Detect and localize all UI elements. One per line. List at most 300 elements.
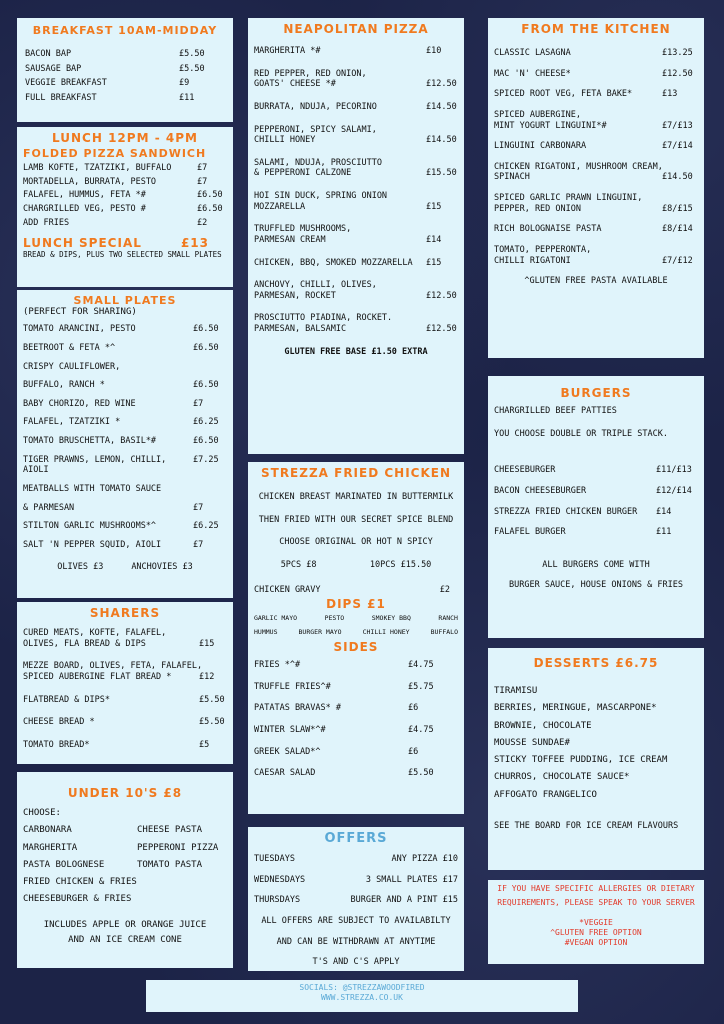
item-name: BEETROOT & FETA *^: [23, 342, 116, 353]
menu-item: [23, 343, 227, 354]
item-price: £6.50: [193, 324, 219, 335]
kids-option: PEPPERONI PIZZA: [137, 842, 219, 853]
burgers-intro2: YOU CHOOSE DOUBLE OR TRIPLE STACK.: [494, 428, 668, 439]
item-name: FLATBREAD & DIPS*: [23, 694, 110, 705]
menu-item: [23, 417, 227, 428]
item-name: FALAFEL BURGER: [494, 527, 566, 538]
item-price: £13.25: [662, 48, 693, 58]
offers-note1: ALL OFFERS ARE SUBJECT TO AVAILABILTY: [261, 915, 451, 926]
item-price: £12.50: [662, 68, 693, 79]
item-price: £4.75: [408, 725, 434, 735]
offer-day: WEDNESDAYS: [254, 874, 306, 885]
item-price: £7/£13: [662, 120, 693, 131]
menu-item: [23, 399, 227, 410]
item-name-2: SPINACH: [494, 172, 530, 183]
chicken-line1: CHICKEN BREAST MARINATED IN BUTTERMILK: [258, 492, 454, 502]
menu-item: [23, 540, 227, 551]
offers-panel: [248, 827, 464, 971]
kids-option: CARBONARA: [23, 825, 72, 836]
burgers-intro1: CHARGRILLED BEEF PATTIES: [494, 406, 617, 416]
lunch-list: [23, 163, 227, 228]
item-name: TOMATO BRUSCHETTA, BASIL*#: [23, 436, 157, 446]
dip-option: GARLIC MAYO: [254, 614, 298, 623]
footer-web[interactable]: WWW.STREZZA.CO.UK: [321, 993, 403, 1002]
desserts-list: [494, 686, 698, 801]
menu-item: [494, 193, 698, 214]
lunch-special-label: LUNCH SPECIAL: [23, 236, 142, 251]
burgers-list: [494, 465, 698, 538]
pizza-title: NEAPOLITAN PIZZA: [283, 22, 429, 36]
item-name: TOMATO, PEPPERONTA,: [494, 244, 592, 255]
item-price: £4.75: [408, 660, 434, 671]
item-price: £7/£12: [662, 255, 693, 266]
menu-item: [23, 717, 227, 728]
menu-item: [23, 163, 227, 174]
item-name-2: PEPPER, RED ONION: [494, 203, 581, 214]
under10-note1: INCLUDES APPLE OR ORANGE JUICE: [43, 919, 207, 930]
menu-item: [254, 69, 458, 90]
item-price: £6.50: [193, 380, 219, 391]
menu-item: [23, 380, 227, 391]
item-name: MAC 'N' CHEESE*: [494, 68, 571, 79]
item-name-2: PARMESAN, ROCKET: [254, 290, 336, 301]
chicken-5pcs: 5PCS £8: [280, 559, 317, 570]
menu-item: [23, 218, 227, 229]
allergy-key-veggie: *VEGGIE: [579, 918, 613, 927]
pizza-list: [254, 46, 458, 335]
item-price: £12.50: [426, 79, 457, 90]
item-price: £7: [197, 163, 208, 173]
desserts-title: DESSERTS £6.75: [533, 656, 659, 670]
item-price: £15.50: [426, 168, 457, 179]
item-price: £7/£14: [662, 141, 693, 152]
item-name: PATATAS BRAVAS* #: [254, 703, 341, 714]
item-name-2: GOATS' CHEESE *#: [254, 79, 336, 90]
item-price: £12/£14: [656, 485, 692, 496]
item-name: STILTON GARLIC MUSHROOMS*^: [23, 521, 157, 532]
item-name: TIGER PRAWNS, LEMON, CHILLI, AIOLI: [23, 454, 167, 476]
menu-item: [494, 245, 698, 266]
lunch-title: LUNCH 12PM - 4PM: [52, 131, 198, 145]
item-name-2: MINT YOGURT LINGUINI*#: [494, 120, 607, 131]
kids-option: CHEESEBURGER & FRIES: [23, 894, 132, 905]
item-name: MARGHERITA *#: [254, 46, 321, 56]
item-name: CHICKEN, BBQ, SMOKED MOZZARELLA: [254, 257, 413, 268]
pizza-gf-note: GLUTEN FREE BASE £1.50 EXTRA: [284, 346, 428, 357]
item-line-2: [254, 202, 458, 213]
item-name: STREZZA FRIED CHICKEN BURGER: [494, 506, 638, 517]
item-price: £5.75: [408, 681, 434, 692]
menu-item: [23, 740, 227, 751]
item-name: PROSCIUTTO PIADINA, ROCKET.: [254, 313, 393, 324]
item-line: [494, 89, 698, 100]
item-line: [23, 717, 227, 728]
dip-option: BUFFALO: [430, 628, 458, 637]
menu-item: [494, 162, 698, 183]
item-price: £15: [426, 201, 442, 212]
item-name: BACON CHEESEBURGER: [494, 485, 587, 496]
menu-item: [23, 190, 227, 201]
item-name: CHICKEN RIGATONI, MUSHROOM CREAM,: [494, 161, 663, 172]
dip-option: SMOKEY BBQ: [371, 614, 411, 623]
item-name: TRUFFLE FRIES^#: [254, 681, 331, 692]
offers-list: [254, 854, 458, 906]
dips-row-2: [254, 628, 458, 636]
menu-item: [25, 49, 225, 60]
item-price: £5.50: [179, 49, 205, 59]
item-price: £12.50: [426, 290, 457, 301]
item-name: SPICED ROOT VEG, FETA BAKE*: [494, 89, 633, 100]
item-name-2: OLIVES, FLA BREAD & DIPS: [23, 638, 146, 649]
dessert-item: BROWNIE, CHOCOLATE: [494, 720, 592, 731]
kids-option: FRIED CHICKEN & FRIES: [23, 877, 137, 887]
item-name: CHARGRILLED VEG, PESTO #: [23, 203, 146, 214]
offer-deal: BURGER AND A PINT £15: [350, 895, 458, 906]
item-price: £7.25: [193, 454, 219, 465]
sharers-panel: [17, 602, 233, 764]
olives-price: OLIVES £3: [57, 562, 104, 573]
menu-item: [254, 682, 458, 693]
item-line: [254, 46, 458, 57]
dip-option: CHILLI HONEY: [362, 628, 410, 637]
item-name: BABY CHORIZO, RED WINE: [23, 398, 136, 409]
item-line: [494, 69, 698, 80]
item-price: £14: [426, 234, 442, 245]
item-name: FALAFEL, HUMMUS, FETA *#: [23, 190, 146, 201]
menu-item: [254, 191, 458, 212]
kids-option: CHEESE PASTA: [137, 825, 203, 836]
offer-deal: 3 SMALL PLATES £17: [365, 874, 458, 885]
item-line-2: [254, 168, 458, 179]
item-name-2: MOZZARELLA: [254, 201, 306, 212]
dip-option: RANCH: [438, 614, 458, 623]
small-plates-extras: [23, 562, 227, 573]
menu-item: [254, 768, 458, 779]
item-price: £7: [193, 502, 204, 513]
desserts-panel: [488, 648, 704, 870]
item-price: £5.50: [199, 694, 225, 705]
item-price: £6.25: [193, 417, 219, 428]
dip-option: PESTO: [324, 614, 345, 623]
menu-item: [25, 78, 225, 89]
kitchen-panel: [488, 18, 704, 358]
menu-item: [23, 324, 227, 335]
menu-item: [254, 313, 458, 334]
pizza-panel: [248, 18, 464, 454]
menu-item: [23, 362, 227, 373]
allergy-key-vegan: #VEGAN OPTION: [564, 938, 628, 947]
menu-item: [494, 507, 698, 518]
item-name-2: CHILLI HONEY: [254, 135, 316, 146]
item-name: BACON BAP: [25, 49, 72, 59]
offer-row: [254, 854, 458, 865]
dessert-item: TIRAMISU: [494, 686, 538, 696]
item-line-2: [254, 324, 458, 335]
menu-item: [25, 64, 225, 75]
item-name: BUFFALO, RANCH *: [23, 380, 105, 391]
small-plates-note: (PERFECT FOR SHARING): [23, 307, 137, 317]
item-price: £11/£13: [656, 465, 692, 476]
dips-row-1: [254, 614, 458, 622]
item-name: ADD FRIES: [23, 217, 70, 228]
item-name: TOMATO BREAD*: [23, 739, 90, 750]
kids-option: [137, 877, 227, 888]
chicken-line3: CHOOSE ORIGINAL OR HOT N SPICY: [279, 537, 433, 548]
item-name: LAMB KOFTE, TZATZIKI, BUFFALO: [23, 163, 172, 173]
menu-item: [25, 93, 225, 104]
under10-panel: [17, 772, 233, 968]
menu-item: [254, 125, 458, 146]
kids-row: [23, 877, 227, 888]
item-line-2: [23, 672, 227, 683]
menu-item: [494, 48, 698, 59]
menu-item: [23, 436, 227, 447]
breakfast-title: BREAKFAST 10AM-MIDDAY: [32, 24, 218, 37]
item-price: £8/£14: [662, 224, 693, 235]
item-name: FALAFEL, TZATZIKI *: [23, 417, 121, 428]
dips-title: DIPS £1: [326, 597, 386, 612]
item-name: FRIES *^#: [254, 660, 301, 671]
offers-title: OFFERS: [324, 831, 388, 846]
item-name: GREEK SALAD*^: [254, 746, 321, 757]
allergy-line1: IF YOU HAVE SPECIFIC ALLERGIES OR DIETARY: [497, 884, 695, 893]
allergy-panel: [488, 880, 704, 964]
kids-option: [137, 894, 227, 905]
menu-item: [23, 628, 227, 649]
menu-item: [254, 102, 458, 113]
menu-item: [494, 89, 698, 100]
item-name: FULL BREAKFAST: [25, 92, 97, 103]
item-price: £14.50: [426, 101, 457, 112]
item-name: RICH BOLOGNAISE PASTA: [494, 224, 602, 235]
item-line: [23, 695, 227, 706]
lunch-special: [23, 236, 227, 250]
chicken-title: STREZZA FRIED CHICKEN: [260, 466, 452, 480]
item-line-2: [254, 135, 458, 146]
item-name: ANCHOVY, CHILLI, OLIVES,: [254, 280, 377, 291]
burgers-title: BURGERS: [560, 386, 632, 400]
under10-choose: CHOOSE:: [23, 808, 61, 818]
item-name: LINGUINI CARBONARA: [494, 141, 587, 152]
item-line: [254, 102, 458, 113]
item-name: WINTER SLAW*^#: [254, 725, 326, 735]
footer-social[interactable]: SOCIALS: @STREZZAWOODFIRED: [299, 983, 425, 992]
item-name: PEPPERONI, SPICY SALAMI,: [254, 124, 377, 135]
item-line-2: [254, 79, 458, 90]
menu-item: [494, 486, 698, 497]
chicken-gravy-row: [254, 585, 458, 596]
item-price: [193, 362, 227, 373]
menu-item: [23, 661, 227, 682]
item-price: £5.50: [199, 717, 225, 728]
chicken-line2: THEN FRIED WITH OUR SECRET SPICE BLEND: [258, 514, 454, 525]
kids-option: PASTA BOLOGNESE: [23, 859, 105, 870]
item-line: [254, 258, 458, 269]
burgers-note1: ALL BURGERS COME WITH: [542, 559, 650, 570]
under10-note2: AND AN ICE CREAM CONE: [68, 934, 182, 945]
menu-item: [254, 747, 458, 758]
small-plates-panel: [17, 290, 233, 598]
dip-option: HUMMUS: [254, 628, 278, 637]
item-name: MORTADELLA, BURRATA, PESTO: [23, 176, 157, 187]
item-name: SALAMI, NDUJA, PROSCIUTTO: [254, 157, 382, 168]
offers-note3: T'S AND C'S APPLY: [312, 957, 400, 968]
item-price: £12: [199, 671, 215, 682]
offer-row: [254, 875, 458, 886]
kids-option: TOMATO PASTA: [137, 859, 203, 870]
menu-item: [23, 695, 227, 706]
under10-title: UNDER 10'S £8: [67, 786, 183, 800]
menu-item: [254, 660, 458, 671]
item-price: £6: [408, 703, 419, 714]
item-name-2: PARMESAN CREAM: [254, 234, 326, 245]
dip-option: BURGER MAYO: [298, 628, 342, 637]
footer-panel: [146, 980, 578, 1012]
offer-deal: ANY PIZZA £10: [391, 854, 458, 864]
dessert-item: STICKY TOFFEE PUDDING, ICE CREAM: [494, 755, 668, 765]
item-price: £14: [656, 506, 672, 517]
item-name: CRISPY CAULIFLOWER,: [23, 361, 121, 372]
item-price: £5.50: [408, 768, 434, 779]
item-price: £15: [199, 638, 215, 649]
menu-item: [254, 224, 458, 245]
item-line-2: [494, 256, 698, 267]
item-line-2: [494, 172, 698, 183]
item-line: [494, 48, 698, 59]
item-name: CAESAR SALAD: [254, 768, 316, 779]
desserts-note: SEE THE BOARD FOR ICE CREAM FLAVOURS: [494, 820, 679, 831]
dessert-item: BERRIES, MERINGUE, MASCARPONE*: [494, 703, 657, 714]
item-price: £6.50: [197, 203, 223, 214]
item-name: SPICED GARLIC PRAWN LINGUINI,: [494, 193, 643, 203]
sides-title: SIDES: [333, 640, 379, 655]
item-price: £11: [656, 527, 672, 538]
item-price: £6.50: [193, 436, 219, 446]
item-name: RED PEPPER, RED ONION,: [254, 68, 367, 79]
burgers-note2: BURGER SAUCE, HOUSE ONIONS & FRIES: [509, 580, 683, 591]
menu-item: [254, 158, 458, 179]
menu-item: [254, 46, 458, 57]
kids-row: [23, 843, 227, 854]
sharers-list: [23, 628, 227, 750]
kids-row: [23, 894, 227, 905]
offers-note2: AND CAN BE WITHDRAWN AT ANYTIME: [276, 936, 436, 947]
sharers-title: SHARERS: [89, 606, 161, 620]
chicken-gravy-price: £2: [439, 584, 450, 595]
chicken-pieces: [254, 560, 458, 571]
item-price: £2: [197, 217, 208, 228]
item-name: SPICED AUBERGINE,: [494, 109, 581, 120]
small-plates-list: [23, 324, 227, 550]
burgers-panel: [488, 376, 704, 638]
menu-item: [494, 527, 698, 538]
item-name: MEZZE BOARD, OLIVES, FETA, FALAFEL,: [23, 661, 203, 672]
offer-row: [254, 895, 458, 906]
offer-day: THURSDAYS: [254, 895, 301, 906]
item-name: VEGGIE BREAKFAST: [25, 78, 107, 89]
breakfast-list: [23, 49, 227, 104]
menu-item: [23, 521, 227, 532]
anchovies-price: ANCHOVIES £3: [131, 562, 193, 573]
small-plates-title: SMALL PLATES: [73, 294, 177, 307]
item-price: £7: [193, 539, 204, 550]
menu-item: [23, 503, 227, 514]
menu-item: [23, 484, 227, 495]
item-name: TRUFFLED MUSHROOMS,: [254, 224, 352, 235]
kitchen-list: [494, 48, 698, 266]
item-price: [193, 484, 227, 495]
menu-item: [254, 703, 458, 714]
item-price: £14.50: [662, 172, 693, 183]
lunch-panel: [17, 127, 233, 287]
item-name-2: SPICED AUBERGINE FLAT BREAD *: [23, 671, 172, 682]
kitchen-gf-note: ^GLUTEN FREE PASTA AVAILABLE: [524, 276, 668, 287]
item-price: £14.50: [426, 135, 457, 146]
sides-list: [254, 660, 458, 779]
item-line-2: [494, 204, 698, 215]
menu-item: [494, 141, 698, 152]
item-line-2: [254, 291, 458, 302]
item-price: £9: [179, 78, 190, 89]
dessert-item: MOUSSE SUNDAE#: [494, 737, 570, 748]
chicken-10pcs: 10PCS £15.50: [369, 559, 432, 570]
offer-day: TUESDAYS: [254, 854, 295, 864]
item-name: CHEESE BREAD *: [23, 717, 95, 728]
item-line-2: [254, 235, 458, 246]
kids-row: [23, 860, 227, 871]
item-name: SAUSAGE BAP: [25, 63, 82, 74]
item-name: CURED MEATS, KOFTE, FALAFEL,: [23, 628, 167, 638]
item-price: £12.50: [426, 324, 457, 334]
item-name: BURRATA, NDUJA, PECORINO: [254, 101, 377, 112]
item-price: £7: [197, 176, 208, 187]
chicken-gravy: CHICKEN GRAVY: [254, 584, 321, 595]
menu-item: [23, 455, 227, 476]
menu-item: [254, 258, 458, 269]
item-price: £13: [662, 89, 678, 100]
menu-item: [494, 69, 698, 80]
menu-item: [254, 725, 458, 736]
dessert-item: AFFOGATO FRANGELICO: [494, 789, 597, 800]
item-price: £6.25: [193, 521, 219, 532]
item-name: MEATBALLS WITH TOMATO SAUCE: [23, 483, 162, 494]
item-price: £5.50: [179, 63, 205, 74]
menu-item: [494, 110, 698, 131]
item-name-2: & PEPPERONI CALZONE: [254, 168, 352, 179]
item-line: [23, 740, 227, 751]
item-name: TOMATO ARANCINI, PESTO: [23, 324, 136, 335]
item-name-2: PARMESAN, BALSAMIC: [254, 324, 347, 334]
item-name: & PARMESAN: [23, 502, 75, 513]
lunch-special-desc: BREAD & DIPS, PLUS TWO SELECTED SMALL PLATES: [23, 250, 222, 260]
item-name: HOI SIN DUCK, SPRING ONION: [254, 191, 388, 201]
item-price: £8/£15: [662, 203, 693, 214]
menu-item: [23, 177, 227, 188]
item-name-2: CHILLI RIGATONI: [494, 255, 571, 266]
item-price: £7: [193, 398, 204, 409]
item-price: £6.50: [197, 190, 223, 201]
kids-row: [23, 825, 227, 836]
kitchen-title: FROM THE KITCHEN: [521, 22, 671, 36]
item-line: [494, 141, 698, 152]
dessert-item: CHURROS, CHOCOLATE SAUCE*: [494, 772, 630, 783]
item-name: CLASSIC LASAGNA: [494, 48, 571, 58]
lunch-subtitle: FOLDED PIZZA SANDWICH: [23, 147, 207, 160]
item-line: [494, 224, 698, 235]
item-line-2: [23, 639, 227, 650]
allergy-key-gluten: ^GLUTEN FREE OPTION: [550, 928, 642, 937]
item-line-2: [494, 121, 698, 132]
